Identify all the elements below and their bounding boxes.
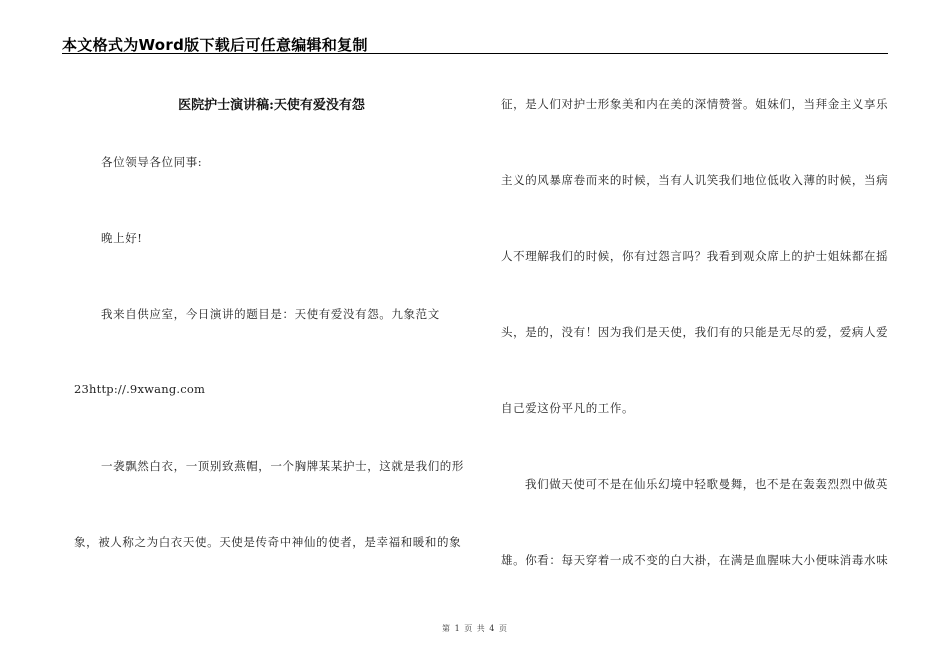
page-footer: 第 1 页 共 4 页 [442,624,508,633]
body-line: 人不理解我们的时候，你有过怨言吗？我看到观众席上的护士姐妹都在摇 [501,249,889,263]
body-line: 雄。你看：每天穿着一成不变的白大褂，在满是血腥味大小便味消毒水味 [501,553,889,567]
body-line: 主义的风暴席卷而来的时候，当有人讥笑我们地位低收入薄的时候，当病 [501,173,889,187]
body-line: 我来自供应室，今日演讲的题目是：天使有爱没有怨。九象范文 [101,307,440,321]
salutation-line: 各位领导各位同事: [101,155,203,169]
body-line: 征，是人们对护士形象美和内在美的深情赞誉。姐妹们，当拜金主义享乐 [501,97,889,111]
download-banner: 本文格式为Word版下载后可任意编辑和复制 [62,36,368,54]
url-line: 23http://.9xwang.com [74,382,206,396]
body-line: 一袭飘然白衣，一顶别致燕帽，一个胸牌某某护士，这就是我们的形 [101,459,464,473]
banner-divider [62,53,888,54]
greeting-line: 晚上好! [101,231,143,245]
body-line: 象，被人称之为白衣天使。天使是传奇中神仙的使者，是幸福和暖和的象 [74,535,462,549]
body-line: 头，是的，没有！因为我们是天使，我们有的只能是无尽的爱，爱病人爱 [501,325,889,339]
body-line: 我们做天使可不是在仙乐幻境中轻歌曼舞，也不是在轰轰烈烈中做英 [525,477,888,491]
document-title: 医院护士演讲稿:天使有爱没有怨 [178,98,365,113]
body-line: 自己爱这份平凡的工作。 [501,401,635,415]
